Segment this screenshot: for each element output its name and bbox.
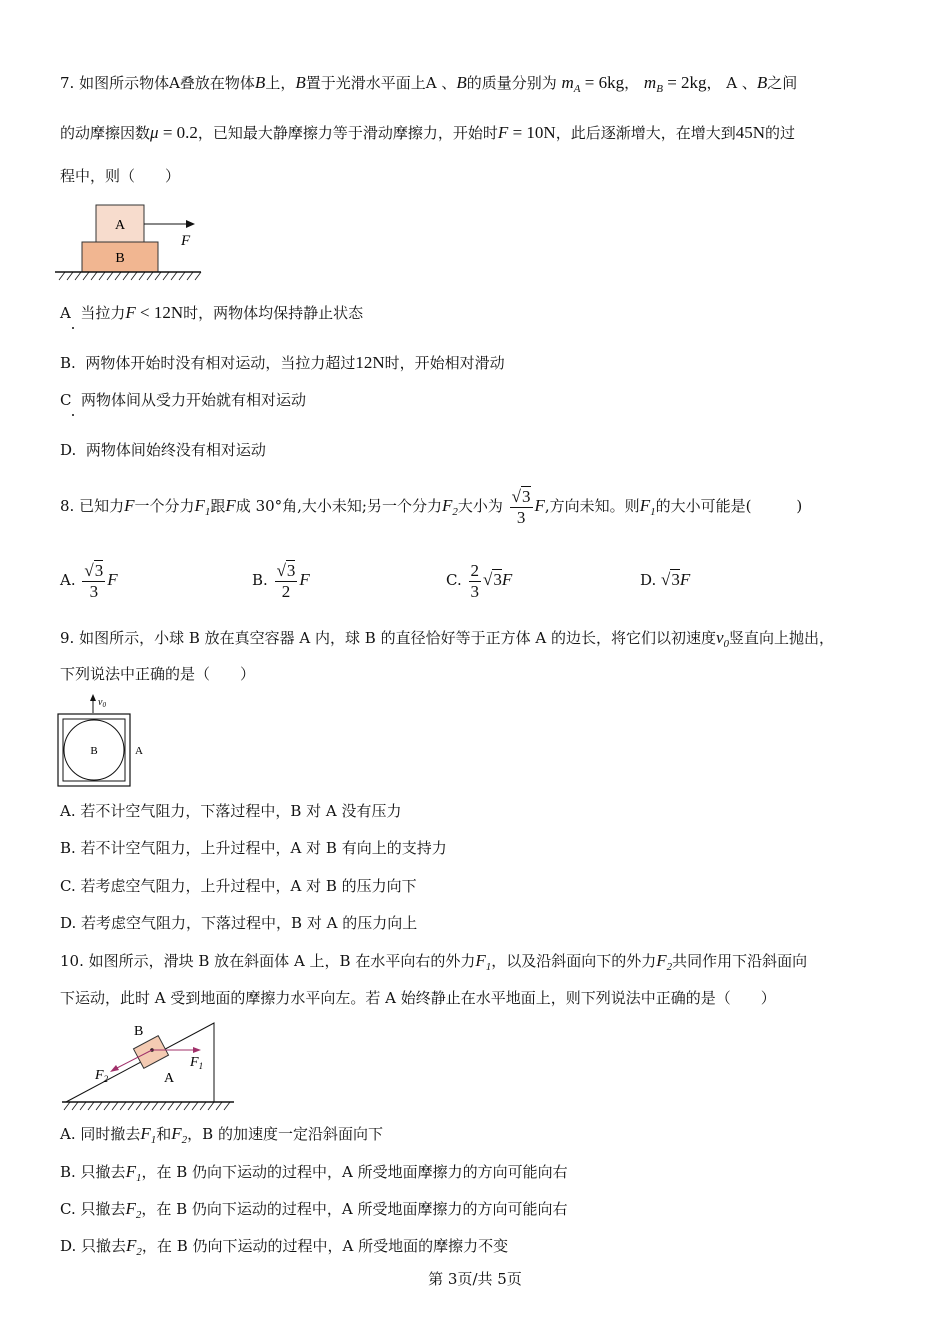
q10-figure <box>58 1018 238 1114</box>
q10-option-b: B. 只撤去$F_1$，在 B 仍向下运动的过程中，A 所受地面摩擦力的方向可能向右 <box>60 1162 568 1184</box>
q7-line1: 7. 如图所示物体A叠放在物体B上，B置于光滑水平面上A 、B的质量分别为 $m_A = 6kg$， $m_B = 2kg$， A 、B之间 <box>60 73 798 95</box>
page-footer: 第 3页/共 5页 <box>428 1270 522 1288</box>
q7-line2: 的动摩擦因数μ = 0.2，已知最大静摩擦力等于滑动摩擦力，开始时F = 10N，此后逐渐增大，在增大到45N的过 <box>60 123 795 142</box>
force-f1-arrow-head <box>193 1047 201 1053</box>
q7-line3: 程中，则（ ） <box>60 167 181 185</box>
velocity-label: $v_0$ <box>98 697 106 709</box>
q10-line2: 下运动，此时 A 受到地面的摩擦力水平向左。若 A 始终静止在水平地面上，则下列说法中正确的是（ ） <box>60 989 776 1007</box>
q7-option-a-dot <box>72 327 74 329</box>
q7-option-c-dot <box>72 414 74 416</box>
q8-option-d: D. √3F <box>640 570 691 589</box>
ground-hatch <box>59 272 201 280</box>
slider-b-label: B <box>134 1024 144 1039</box>
incline-a-label: A <box>164 1071 175 1086</box>
force-arrow-head <box>186 220 195 228</box>
force-f1-label: $F_1$ <box>190 1055 204 1071</box>
q7-option-d: D. 两物体间始终没有相对运动 <box>60 441 266 459</box>
q8-option-a: A. $\frac{√3}{3}$ F <box>60 560 118 601</box>
q7-option-b: B. 两物体开始时没有相对运动，当拉力超过12N时，开始相对滑动 <box>60 353 505 372</box>
q8-stem: 8. 已知力F一个分力$F_1$跟F成 30°角,大小未知;另一个分力$F_2$大小为 $\frac{√3}{3}$ F,方向未知。则$F_1$的大小可能是( ) <box>60 486 803 527</box>
force-f2-arrow-head <box>110 1065 119 1072</box>
q9-option-a: A. 若不计空气阻力，下落过程中，B 对 A 没有压力 <box>60 802 402 820</box>
q7-figure <box>55 200 215 285</box>
force-label: F <box>181 233 191 249</box>
q7-option-c: C 两物体间从受力开始就有相对运动 <box>60 391 307 409</box>
velocity-arrow-head <box>90 694 96 701</box>
ball-b-label: B <box>90 745 98 757</box>
container-a-label: A <box>135 745 143 757</box>
q8-option-c: C. $\frac{2}{3}$ √3F <box>446 560 513 601</box>
q9-option-d: D. 若考虑空气阻力，下落过程中，B 对 A 的压力向上 <box>60 914 418 932</box>
q10-option-a: A. 同时撤去$F_1$和$F_2$，B 的加速度一定沿斜面向下 <box>60 1124 383 1146</box>
ground-hatch <box>64 1102 230 1110</box>
q10-option-c: C. 只撤去$F_2$，在 B 仍向下运动的过程中，A 所受地面摩擦力的方向可能向右 <box>60 1199 568 1221</box>
q8-frac: $\frac{√3}{3}$ <box>511 486 531 527</box>
q8-option-b: B. $\frac{√3}{2}$ F <box>252 560 310 601</box>
q9-option-b: B. 若不计空气阻力，上升过程中，A 对 B 有向上的支持力 <box>60 839 447 857</box>
q9-figure <box>55 693 155 788</box>
force-f2-label: $F_2$ <box>95 1068 109 1084</box>
q9-option-c: C. 若考虑空气阻力，上升过程中，A 对 B 的压力向下 <box>60 877 417 895</box>
q9-line1: 9. 如图所示，小球 B 放在真空容器 A 内，球 B 的直径恰好等于正方体 A 的边长，将它们以初速度$v_0$竖直向上抛出， <box>60 628 835 650</box>
block-b-label: B <box>115 251 125 266</box>
q7-option-a: A 当拉力F < 12N时，两物体均保持静止状态 <box>60 303 364 322</box>
q10-line1: 10. 如图所示，滑块 B 放在斜面体 A 上，B 在水平向右的外力$F_1$，以及沿斜面向下的外力$F_2$共同作用下沿斜面向 <box>60 951 808 973</box>
q10-option-d: D. 只撤去$F_2$，在 B 仍向下运动的过程中，A 所受地面的摩擦力不变 <box>60 1236 509 1258</box>
block-a-label: A <box>114 218 126 233</box>
q9-line2: 下列说法中正确的是（ ） <box>60 665 256 683</box>
